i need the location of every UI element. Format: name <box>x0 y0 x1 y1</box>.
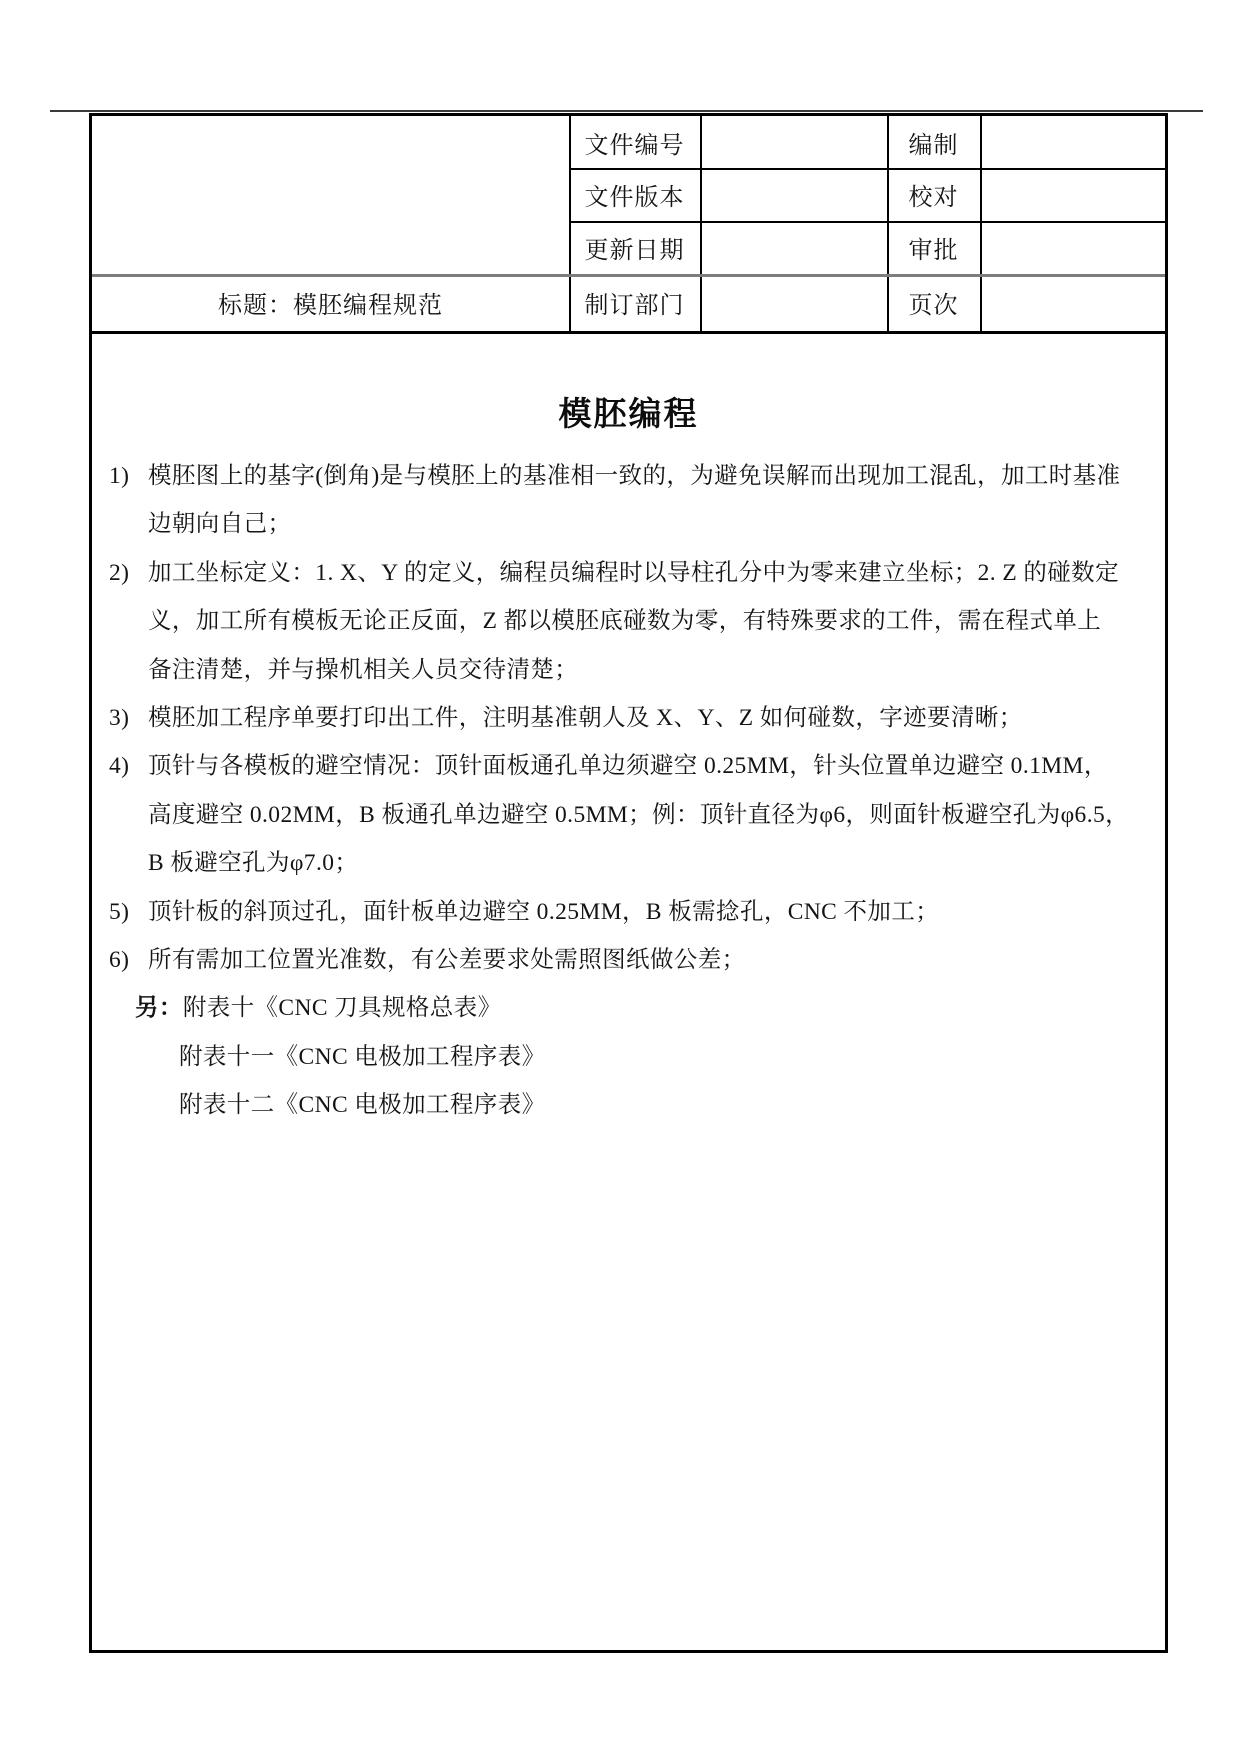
approval-value <box>980 221 1165 274</box>
item-number: 3) <box>109 704 130 731</box>
list-item <box>109 742 1159 790</box>
item-text: 顶针与各模板的避空情况：顶针面板通孔单边须避空 0.25MM，针头位置单边避空 0.1MM， <box>148 753 1108 780</box>
doc-version-value <box>700 168 887 221</box>
list-item-continuation: 备注清楚，并与操机相关人员交待清楚； <box>148 656 579 683</box>
appendix-line: 附表十一《CNC 电极加工程序表》 <box>179 1043 546 1070</box>
item-number: 1) <box>109 463 130 489</box>
doc-number-label: 文件编号 <box>584 132 685 159</box>
item-number: 4) <box>109 753 130 780</box>
doc-title: 标题：模胚编程规范 <box>218 293 443 319</box>
appendix-text: 附表十《CNC 刀具规格总表》 <box>182 995 502 1022</box>
document-frame <box>89 113 1168 1653</box>
item-number: 5) <box>109 898 130 925</box>
list-item <box>109 549 1159 597</box>
list-item <box>109 694 1159 742</box>
item-text: 加工坐标定义：1. X、Y 的定义，编程员编程时以导柱孔分中为零来建立坐标；2. Z 的碰数定 <box>148 559 1119 586</box>
page-number-label: 页次 <box>908 293 959 319</box>
item-number: 6) <box>109 946 130 973</box>
item-text: 所有需加工位置光准数，有公差要求处需照图纸做公差； <box>148 946 746 973</box>
proofread-value <box>980 168 1165 221</box>
list-item-continuation: B 板避空孔为φ7.0； <box>148 850 359 877</box>
page-number-value <box>980 274 1165 331</box>
list-item <box>109 452 1159 500</box>
department-value <box>700 274 887 331</box>
content-heading: 模胚编程 <box>558 397 699 433</box>
list-item-continuation: 高度避空 0.02MM，B 板通孔单边避空 0.5MM；例：顶针直径为φ6，则面针板避空孔为φ6.5， <box>148 801 1130 828</box>
update-date-value <box>700 221 887 274</box>
item-text: 顶针板的斜顶过孔，面针板单边避空 0.25MM，B 板需捻孔，CNC 不加工； <box>148 898 940 925</box>
table-bottom-rule <box>92 331 1165 334</box>
approval-label: 审批 <box>908 238 959 264</box>
department-label: 制订部门 <box>584 293 685 319</box>
appendix-line: 附表十二《CNC 电极加工程序表》 <box>179 1092 546 1119</box>
item-text: 模胚加工程序单要打印出工件，注明基准朝人及 X、Y、Z 如何碰数，字迹要清晰； <box>148 704 1023 731</box>
list-item <box>109 888 1159 936</box>
appendix-line <box>109 984 1159 1032</box>
list-item-continuation: 边朝向自己； <box>148 511 292 538</box>
item-text: 模胚图上的基字(倒角)是与模胚上的基准相一致的，为避免误解而出现加工混乱，加工时基准 <box>148 463 1121 489</box>
appendix-label: 另： <box>135 995 183 1022</box>
top-rule <box>50 110 1203 112</box>
body-text <box>109 452 1159 1129</box>
doc-number-value <box>700 116 887 168</box>
prepared-by-value <box>980 116 1165 168</box>
update-date-label: 更新日期 <box>584 238 685 264</box>
list-item-continuation: 义，加工所有模板无论正反面，Z 都以模胚底碰数为零，有特殊要求的工件，需在程式单上 <box>148 608 1102 635</box>
doc-version-label: 文件版本 <box>584 185 685 211</box>
proofread-label: 校对 <box>908 185 959 211</box>
item-number: 2) <box>109 559 130 586</box>
list-item <box>109 936 1159 984</box>
prepared-by-label: 编制 <box>908 132 959 159</box>
